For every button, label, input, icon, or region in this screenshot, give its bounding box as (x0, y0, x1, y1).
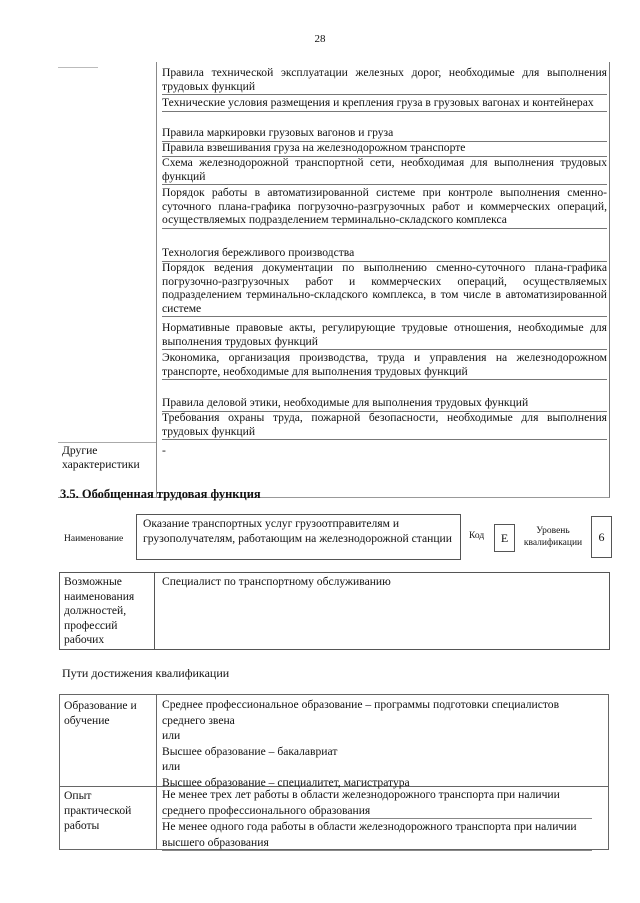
knowledge-item: Порядок ведения документации по выполнению сменно-суточного плана-графика погрузочно-разгрузочных работ и коммерческих операций, осуществляемых подразделением терминально-складского комплекса, в том числе в автоматизированной системе (162, 261, 607, 317)
education-label: Образование и обучение (64, 699, 137, 727)
knowledge-item: Технология бережливого производства (162, 246, 607, 262)
code-label: Код (469, 531, 485, 541)
code-value: E (494, 524, 515, 552)
knowledge-item: Правила технической эксплуатации железных дорог, необходимые для выполнения трудовых функций (162, 66, 607, 95)
qualification-level-label: Уровень квалификации (523, 526, 583, 548)
education-line: Высшее образование – специалитет, магистратура (162, 775, 410, 789)
column-divider (156, 62, 157, 497)
function-name-box: Оказание транспортных услуг грузоотправителям и грузополучателям, работающим на железнодорожной станции (136, 514, 461, 560)
qualification-level-value: 6 (591, 516, 612, 558)
column-divider (154, 573, 155, 649)
name-label: Наименование (64, 534, 124, 544)
knowledge-item: Правила взвешивания груза на железнодорожном транспорте (162, 141, 607, 157)
knowledge-item: Правила деловой этики, необходимые для выполнения трудовых функций (162, 396, 607, 412)
positions-label: Возможные наименования должностей, профессий рабочих (64, 575, 135, 646)
other-characteristics-label: Другие характеристики (62, 444, 140, 471)
qualification-paths-title: Пути достижения квалификации (62, 666, 230, 680)
education-experience-table (59, 694, 609, 850)
experience-line: Не менее одного года работы в области железнодорожного транспорта при наличии высшего образования (162, 819, 592, 851)
knowledge-item: Правила маркировки грузовых вагонов и груза (162, 126, 607, 142)
education-line: Среднее профессиональное образование – программы подготовки специалистов среднего звена (162, 698, 560, 727)
positions-table (59, 572, 610, 650)
knowledge-item: Схема железнодорожной транспортной сети, необходимая для выполнения трудовых функций (162, 156, 607, 185)
section-title: 3.5. Обобщенная трудовая функция (60, 487, 261, 501)
education-line: или (162, 760, 181, 773)
education-line: или (162, 729, 181, 742)
knowledge-item: Требования охраны труда, пожарной безопасности, необходимые для выполнения трудовых функций (162, 411, 607, 440)
education-line: Высшее образование – бакалавриат (162, 744, 338, 758)
education-content (162, 697, 592, 790)
experience-line: Не менее трех лет работы в области железнодорожного транспорта при наличии среднего профессионального образования (162, 787, 592, 819)
knowledge-item: Нормативные правовые акты, регулирующие трудовые отношения, необходимые для выполнения трудовых функций (162, 321, 607, 350)
row-divider (58, 442, 156, 443)
positions-value: Специалист по транспортному обслуживанию (162, 575, 391, 588)
experience-label: Опыт практической работы (64, 789, 132, 832)
experience-content (162, 787, 592, 851)
knowledge-item: Экономика, организация производства, труда и управления на железнодорожном транспорте, необходимые для выполнения трудовых функций (162, 351, 607, 380)
knowledge-item: Технические условия размещения и крепления груза в грузовых вагонах и контейнерах (162, 96, 607, 112)
divider (58, 67, 98, 68)
other-characteristics-value: - (162, 444, 166, 457)
column-divider (156, 695, 157, 849)
page-number: 28 (314, 33, 326, 45)
required-knowledge-table (58, 62, 610, 498)
knowledge-item: Порядок работы в автоматизированной системе при контроле выполнения сменно-суточного плана-графика погрузочно-разгрузочных работ и коммерческих операций, осуществляемых подразделением терминально-складского комплекса (162, 186, 607, 229)
